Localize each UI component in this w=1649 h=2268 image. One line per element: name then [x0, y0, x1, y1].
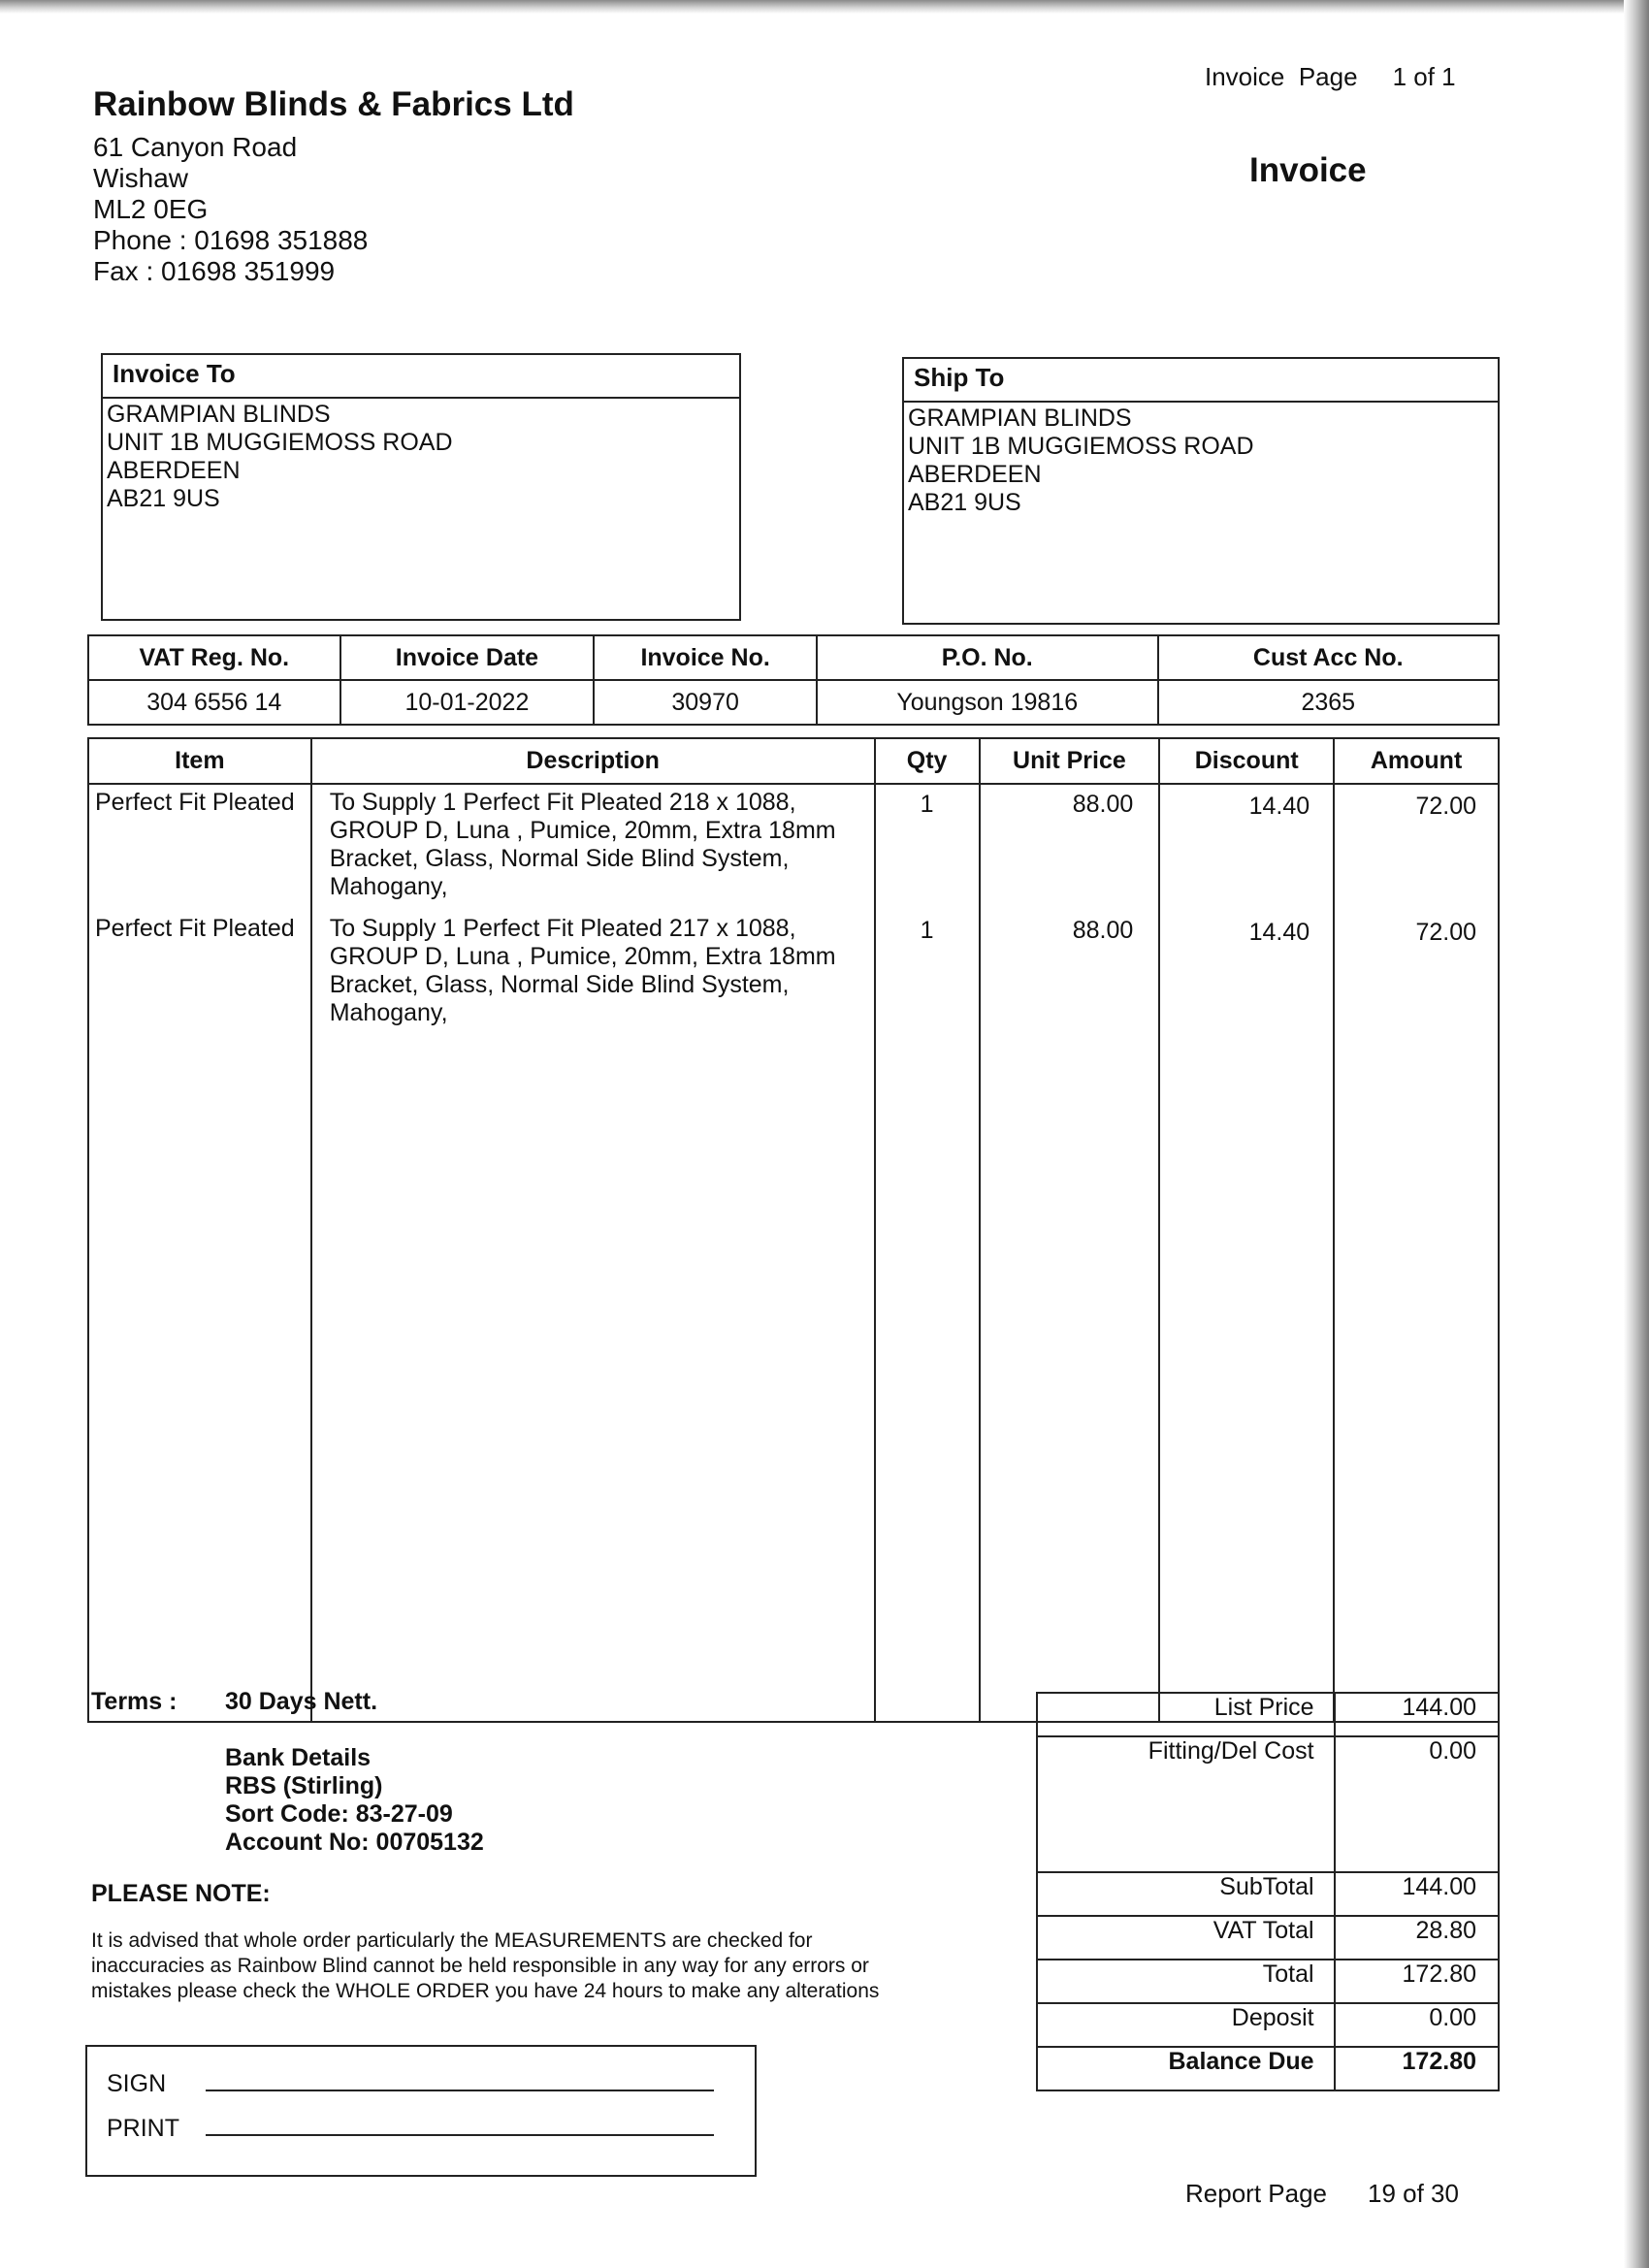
- info-value-row: [88, 680, 1499, 725]
- description-line: Mahogany,: [329, 873, 448, 900]
- cust-acc-value: 2365: [1158, 680, 1499, 725]
- description-line: GROUP D, Luna , Pumice, 20mm, Extra 18mm: [329, 943, 836, 970]
- amount-header: Amount: [1334, 738, 1499, 784]
- list-price-value: 144.00: [1335, 1693, 1499, 1736]
- invoice-to-title: Invoice To: [103, 355, 739, 399]
- company-address-line: 61 Canyon Road: [93, 132, 298, 162]
- item-qty: 1: [920, 791, 934, 818]
- invoice-info-table: [87, 634, 1500, 726]
- subtotal-value: 144.00: [1335, 1872, 1499, 1916]
- list-price-label: List Price: [1037, 1693, 1335, 1736]
- item-amount: 72.00: [1415, 793, 1476, 820]
- description-column: [311, 784, 875, 1722]
- item-amount: 72.00: [1415, 919, 1476, 946]
- invoice-to-address: [103, 399, 739, 515]
- description-line: GROUP D, Luna , Pumice, 20mm, Extra 18mm: [329, 817, 836, 844]
- invoice-to-box: [101, 353, 741, 621]
- sign-label: SIGN: [107, 2070, 167, 2097]
- totals-row: [1037, 1693, 1499, 1736]
- terms-value: 30 Days Nett.: [225, 1688, 378, 1715]
- fitting-cost-label: Fitting/Del Cost: [1037, 1736, 1335, 1872]
- balance-due-value: 172.80: [1335, 2047, 1499, 2090]
- signature-box: [85, 2045, 757, 2177]
- item-description: [330, 789, 864, 915]
- discount-header: Discount: [1159, 738, 1334, 784]
- description-header: Description: [311, 738, 875, 784]
- invoice-page-indicator: [1205, 62, 1456, 92]
- po-no-header: P.O. No.: [817, 635, 1158, 680]
- company-address-line: ML2 0EG: [93, 194, 209, 224]
- ship-to-title: Ship To: [904, 359, 1498, 403]
- account-no: Account No: 00705132: [225, 1829, 484, 1856]
- balance-due-label: Balance Due: [1037, 2047, 1335, 2090]
- item-description: [330, 915, 864, 1027]
- vat-reg-value: 304 6556 14: [88, 680, 340, 725]
- report-page-number: 19 of 30: [1367, 2179, 1459, 2208]
- description-line: Bracket, Glass, Normal Side Blind System,: [329, 845, 790, 872]
- scan-edge-right: [1624, 0, 1649, 2268]
- scan-edge: [0, 0, 1649, 14]
- item-name: Perfect Fit Pleated: [95, 789, 295, 816]
- print-line[interactable]: [206, 2134, 714, 2136]
- cust-acc-header: Cust Acc No.: [1158, 635, 1499, 680]
- address-line: UNIT 1B MUGGIEMOSS ROAD: [107, 429, 453, 456]
- vat-reg-header: VAT Reg. No.: [88, 635, 340, 680]
- deposit-label: Deposit: [1037, 2003, 1335, 2047]
- unit-price-header: Unit Price: [980, 738, 1160, 784]
- totals-row: [1037, 1872, 1499, 1916]
- sort-code: Sort Code: 83-27-09: [225, 1800, 453, 1828]
- company-name: Rainbow Blinds & Fabrics Ltd: [93, 85, 574, 123]
- address-line: GRAMPIAN BLINDS: [107, 401, 331, 428]
- info-header-row: [88, 635, 1499, 680]
- description-line: Bracket, Glass, Normal Side Blind System,: [329, 971, 790, 998]
- address-line: UNIT 1B MUGGIEMOSS ROAD: [908, 433, 1254, 460]
- item-unit-price: 88.00: [1072, 791, 1134, 818]
- item-header: Item: [88, 738, 311, 784]
- item-unit-price: 88.00: [1072, 917, 1134, 944]
- qty-column: [875, 784, 980, 1722]
- subtotal-label: SubTotal: [1037, 1872, 1335, 1916]
- total-value: 172.80: [1335, 1960, 1499, 2003]
- invoice-no-value: 30970: [594, 680, 817, 725]
- unit-price-column: [980, 784, 1160, 1722]
- address-line: AB21 9US: [908, 489, 1021, 516]
- item-name: Perfect Fit Pleated: [95, 915, 295, 942]
- invoice-no-header: Invoice No.: [594, 635, 817, 680]
- invoice-date-value: 10-01-2022: [340, 680, 595, 725]
- please-note-text: [91, 1928, 879, 2004]
- report-page-label: Report Page: [1185, 2179, 1327, 2208]
- company-address-line: Wishaw: [93, 163, 189, 193]
- document-title: Invoice: [1249, 151, 1367, 189]
- address-line: ABERDEEN: [107, 457, 241, 484]
- company-fax: Fax : 01698 351999: [93, 256, 336, 286]
- address-line: ABERDEEN: [908, 461, 1042, 488]
- totals-row: [1037, 2003, 1499, 2047]
- report-page-indicator: [1185, 2179, 1459, 2209]
- amount-column: [1334, 784, 1499, 1722]
- totals-row: [1037, 1736, 1499, 1872]
- print-label: PRINT: [107, 2115, 179, 2142]
- items-header-row: [88, 738, 1499, 784]
- items-body: [88, 784, 1499, 1722]
- bank-name: RBS (Stirling): [225, 1772, 383, 1799]
- note-line: It is advised that whole order particularly the MEASUREMENTS are checked for: [91, 1929, 813, 1952]
- invoice-date-header: Invoice Date: [340, 635, 595, 680]
- totals-row: [1037, 1916, 1499, 1960]
- qty-header: Qty: [875, 738, 980, 784]
- item-discount: 14.40: [1248, 793, 1310, 820]
- bank-details-title: Bank Details: [225, 1744, 372, 1771]
- total-label: Total: [1037, 1960, 1335, 2003]
- totals-row: [1037, 2047, 1499, 2090]
- invoice-page-label: Invoice Page: [1205, 62, 1358, 91]
- note-line: mistakes please check the WHOLE ORDER you have 24 hours to make any alterations: [91, 1980, 880, 2002]
- description-line: Mahogany,: [329, 999, 448, 1026]
- sign-line[interactable]: [206, 2090, 714, 2091]
- discount-column: [1159, 784, 1334, 1722]
- po-no-value: Youngson 19816: [817, 680, 1158, 725]
- ship-to-box: [902, 357, 1500, 625]
- vat-total-value: 28.80: [1335, 1916, 1499, 1960]
- totals-table: [1036, 1692, 1500, 2091]
- address-line: GRAMPIAN BLINDS: [908, 405, 1132, 432]
- deposit-value: 0.00: [1335, 2003, 1499, 2047]
- totals-row: [1037, 1960, 1499, 2003]
- fitting-cost-value: 0.00: [1335, 1736, 1499, 1872]
- description-line: To Supply 1 Perfect Fit Pleated 217 x 1088,: [329, 915, 796, 942]
- terms-label: Terms :: [91, 1688, 178, 1715]
- item-column: [88, 784, 311, 1722]
- line-items-table: [87, 737, 1500, 1723]
- item-qty: 1: [920, 917, 934, 944]
- please-note-title: PLEASE NOTE:: [91, 1880, 271, 1907]
- vat-total-label: VAT Total: [1037, 1916, 1335, 1960]
- note-line: inaccuracies as Rainbow Blind cannot be held responsible in any way for any errors or: [91, 1955, 869, 1977]
- address-line: AB21 9US: [107, 485, 220, 512]
- company-phone: Phone : 01698 351888: [93, 225, 369, 255]
- ship-to-address: [904, 403, 1498, 519]
- invoice-page-number: 1 of 1: [1392, 62, 1456, 91]
- item-discount: 14.40: [1248, 919, 1310, 946]
- bank-details: [225, 1744, 484, 1857]
- description-line: To Supply 1 Perfect Fit Pleated 218 x 1088,: [329, 789, 796, 816]
